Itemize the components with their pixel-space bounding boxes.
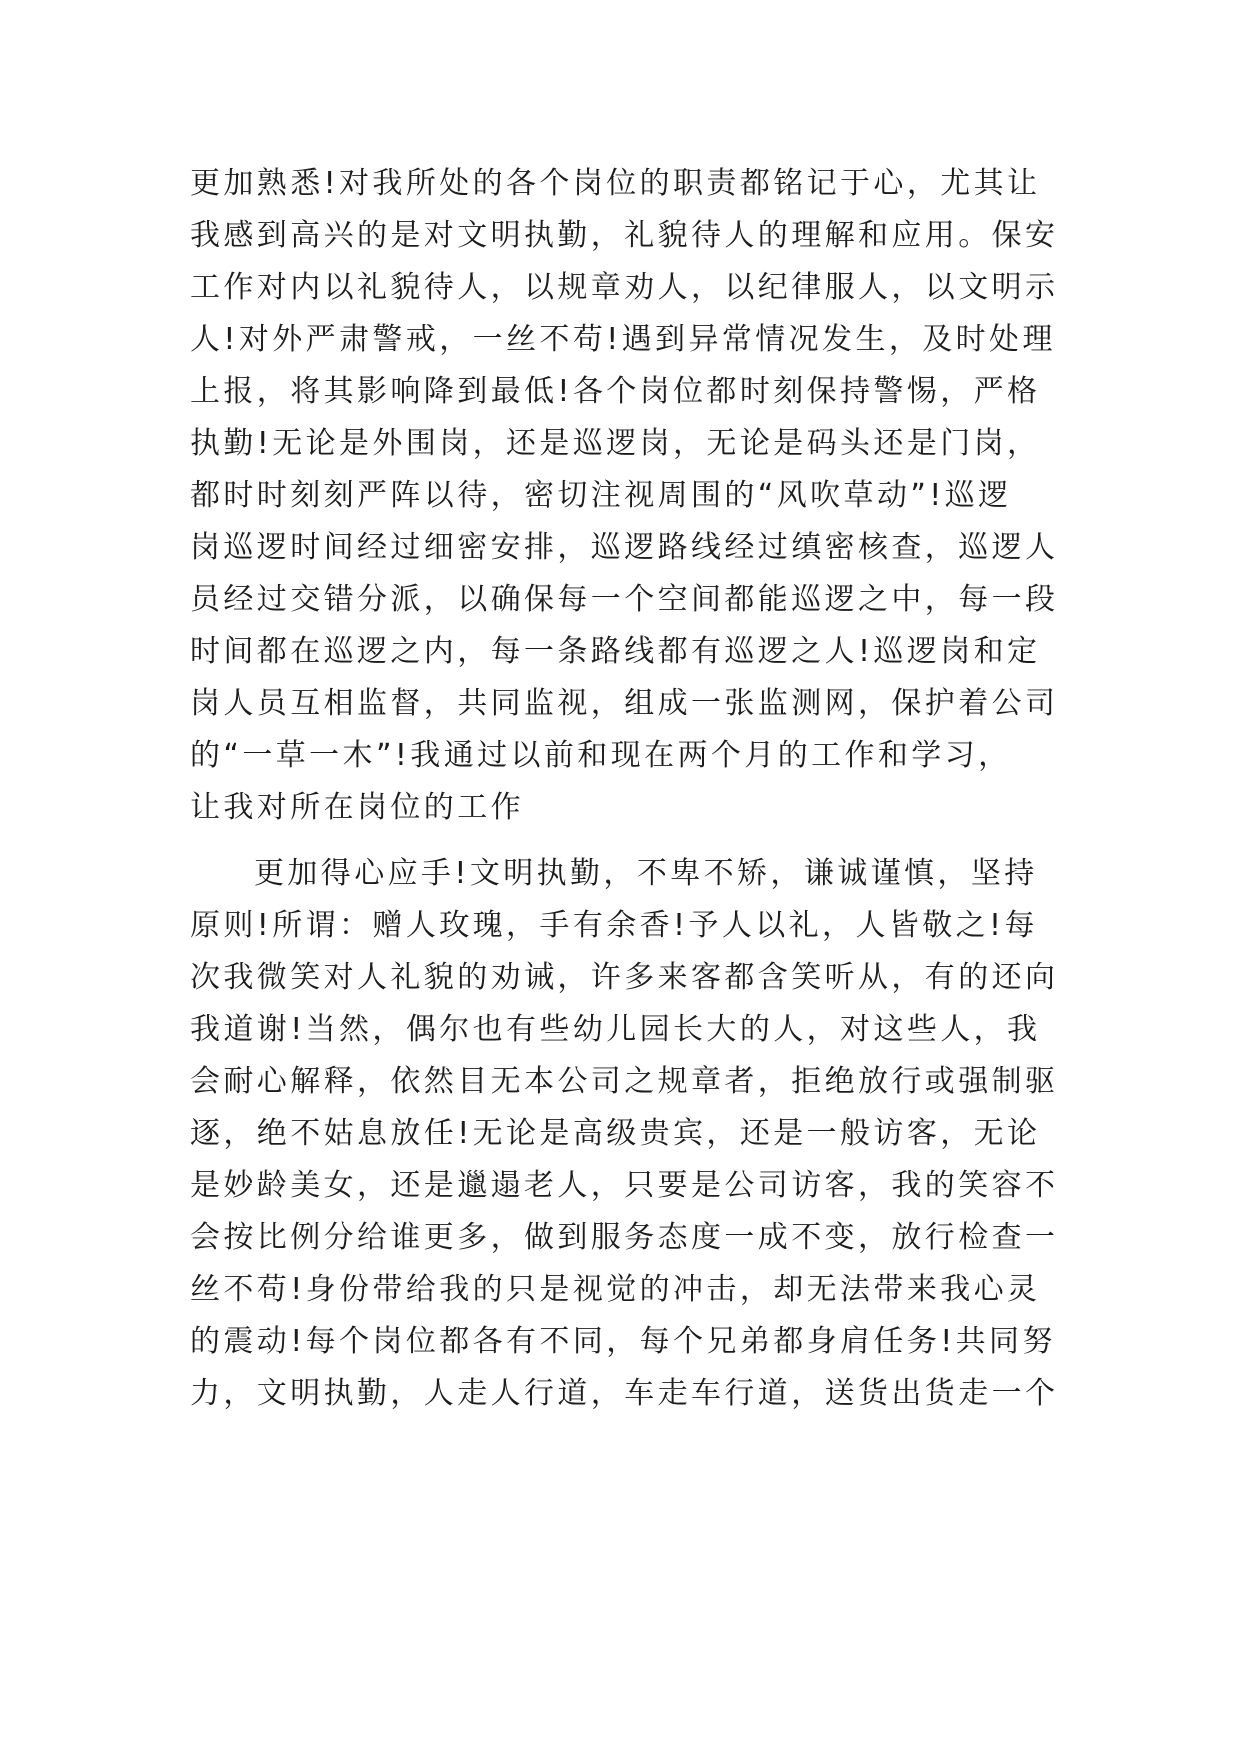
text-line: 会按比例分给谁更多，做到服务态度一成不变，放行检查一 bbox=[190, 1220, 1059, 1255]
text-line: 我感到高兴的是对文明执勤，礼貌待人的理解和应用。保安 bbox=[190, 218, 1059, 253]
text-line: 时间都在巡逻之内，每一条路线都有巡逻之人!巡逻岗和定 bbox=[190, 634, 1041, 669]
text-line: 上报，将其影响降到最低!各个岗位都时刻保持警惕，严格 bbox=[190, 374, 1041, 409]
text-line: 丝不苟!身份带给我的只是视觉的冲击，却无法带来我心灵 bbox=[190, 1272, 1041, 1307]
text-line: 次我微笑对人礼貌的劝诫，许多来客都含笑听从，有的还向 bbox=[190, 960, 1059, 995]
text-line: 让我对所在岗位的工作 bbox=[190, 790, 524, 825]
text-line: 我道谢!当然，偶尔也有些幼儿园长大的人，对这些人，我 bbox=[190, 1012, 1041, 1047]
text-line: 原则!所谓：赠人玫瑰，手有余香!予人以礼，人皆敬之!每 bbox=[190, 908, 1038, 943]
text-line: 会耐心解释，依然目无本公司之规章者，拒绝放行或强制驱 bbox=[190, 1064, 1059, 1099]
text-line: 岗巡逻时间经过细密安排，巡逻路线经过缜密核查，巡逻人 bbox=[190, 530, 1059, 565]
text-line: 更加熟悉!对我所处的各个岗位的职责都铭记于心，尤其让 bbox=[190, 166, 1041, 201]
paragraph-1 bbox=[190, 158, 1058, 834]
text-line: 的“一草一木”!我通过以前和现在两个月的工作和学习， bbox=[190, 738, 1012, 773]
text-line: 都时时刻刻严阵以待，密切注视周围的“风吹草动”!巡逻 bbox=[190, 478, 1012, 513]
text-line: 逐，绝不姑息放任!无论是高级贵宾，还是一般访客，无论 bbox=[190, 1116, 1041, 1151]
text-line: 人!对外严肃警戒，一丝不苟!遇到异常情况发生，及时处理 bbox=[190, 322, 1056, 357]
text-line: 员经过交错分派，以确保每一个空间都能巡逻之中，每一段 bbox=[190, 582, 1059, 617]
text-line: 工作对内以礼貌待人，以规章劝人，以纪律服人，以文明示 bbox=[190, 270, 1059, 305]
paragraph-2 bbox=[190, 848, 1058, 1420]
text-line: 岗人员互相监督，共同监视，组成一张监测网，保护着公司 bbox=[190, 686, 1059, 721]
text-line: 的震动!每个岗位都各有不同，每个兄弟都身肩任务!共同努 bbox=[190, 1324, 1056, 1359]
text-line: 执勤!无论是外围岗，还是巡逻岗，无论是码头还是门岗， bbox=[190, 426, 1041, 461]
text-line: 是妙龄美女，还是邋遢老人，只要是公司访客，我的笑容不 bbox=[190, 1168, 1059, 1203]
text-line: 力，文明执勤，人走人行道，车走车行道，送货出货走一个 bbox=[190, 1376, 1059, 1411]
paragraph-spacer bbox=[190, 834, 1058, 848]
document-body bbox=[190, 158, 1058, 1420]
text-line-indented: 更加得心应手!文明执勤，不卑不矫，谦诚谨慎，坚持 bbox=[254, 856, 1038, 891]
